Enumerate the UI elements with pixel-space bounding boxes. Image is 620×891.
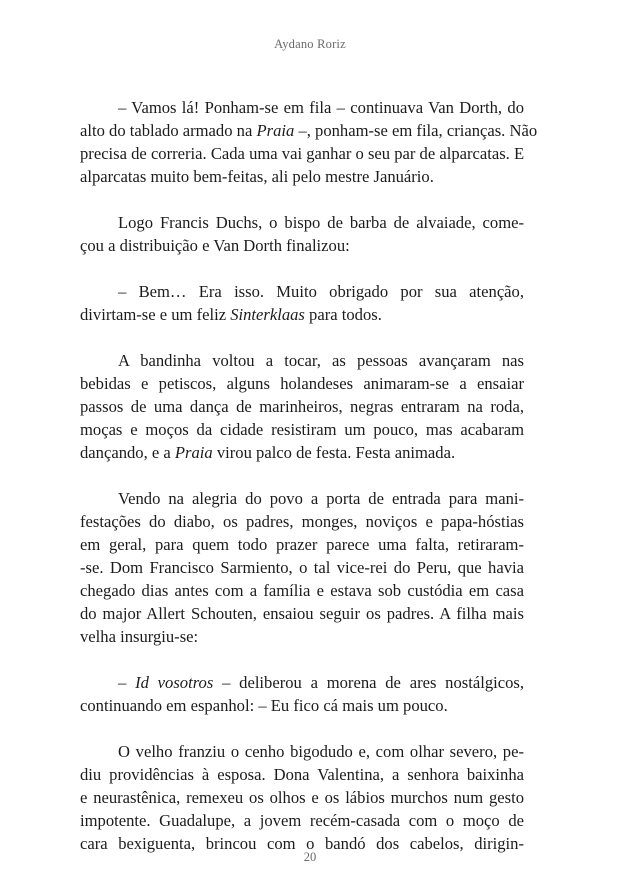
italic-term: Praia [256, 121, 295, 140]
text-line: diu providências à esposa. Dona Valentina, a senhora baixinha [80, 765, 524, 784]
page-number: 20 [303, 850, 317, 864]
text-line: O velho franziu o cenho bigodudo e, com olhar severo, pe- [118, 742, 524, 761]
italic-term: Praia [174, 443, 213, 462]
text-line: precisa de correria. Cada uma vai ganhar o seu par de alparcatas. E [80, 144, 525, 163]
text-line: çou a distribuição e Van Dorth finalizou: [80, 236, 350, 255]
text-line: do major Allert Schouten, ensaiou seguir os padres. A filha mais [80, 604, 524, 623]
text-line: velha insurgiu-se: [80, 627, 199, 646]
text-line: – Id vosotros – deliberou a morena de ares nostálgicos, [118, 673, 524, 692]
text-line: impotente. Guadalupe, a jovem recém-casada com o moço de [80, 811, 524, 830]
text-line: moças e moços da cidade resistiram um pouco, mas acabaram [80, 420, 524, 439]
paragraph [80, 671, 524, 717]
text-line: divirtam-se e um feliz Sinterklaas para todos. [80, 305, 382, 324]
running-header: Aydano Roriz [274, 37, 346, 51]
paragraph [80, 211, 524, 257]
text-line: Vendo na alegria do povo a porta de entrada para mani- [118, 489, 524, 508]
body-text [80, 96, 538, 878]
text-line: dançando, e a Praia virou palco de festa. Festa animada. [80, 443, 456, 462]
text-line: – Vamos lá! Ponham-se em fila – continuava Van Dorth, do [118, 98, 524, 117]
text-line: alto do tablado armado na Praia –, ponham-se em fila, crianças. Não [80, 121, 538, 140]
text-line: em geral, para quem todo prazer parece uma falta, retiraram- [80, 535, 524, 554]
italic-term: Id vosotros [135, 673, 214, 692]
paragraph [80, 740, 524, 855]
paragraph [80, 487, 524, 648]
text-line: festações do diabo, os padres, monges, noviços e papa-hóstias [80, 512, 524, 531]
text-line: Logo Francis Duchs, o bispo de barba de alvaiade, come- [118, 213, 524, 232]
text-line: alparcatas muito bem-feitas, ali pelo mestre Januário. [80, 167, 434, 186]
text-line: cara bexiguenta, brincou com o bandó dos cabelos, dirigin- [80, 834, 524, 853]
paragraph [80, 280, 524, 326]
paragraph [80, 349, 524, 464]
text-line: bebidas e petiscos, alguns holandeses animaram-se a ensaiar [80, 374, 524, 393]
text-line: -se. Dom Francisco Sarmiento, o tal vice-rei do Peru, que havia [80, 558, 524, 577]
text-line: passos de uma dança de marinheiros, negras entraram na roda, [80, 397, 524, 416]
text-line: continuando em espanhol: – Eu fico cá mais um pouco. [80, 696, 448, 715]
text-line: chegado dias antes com a família e estava sob custódia em casa [80, 581, 524, 600]
text-line: e neurastênica, remexeu os olhos e os lábios murchos num gesto [80, 788, 524, 807]
paragraph [80, 96, 538, 188]
text-line: A bandinha voltou a tocar, as pessoas avançaram nas [118, 351, 524, 370]
italic-term: Sinterklaas [230, 305, 305, 324]
text-line: – Bem… Era isso. Muito obrigado por sua atenção, [118, 282, 524, 301]
